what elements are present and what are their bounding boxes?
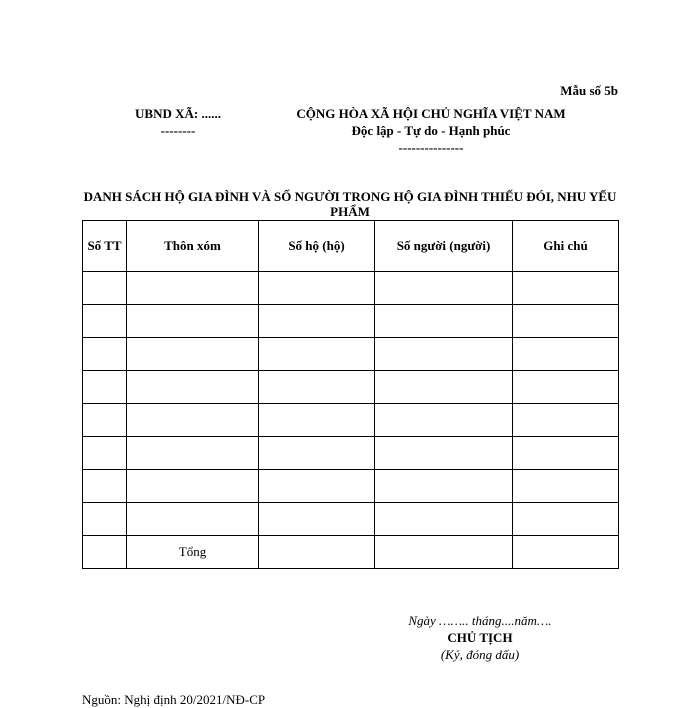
cell [259,536,375,569]
cell [83,437,127,470]
cell [375,404,513,437]
cell [259,305,375,338]
cell [83,536,127,569]
agency-name: UBND XÃ: ...... [135,106,221,121]
table-row [83,371,619,404]
cell [83,338,127,371]
cell [259,404,375,437]
col-header-people: Số người (người) [375,221,513,272]
signer-role: CHỦ TỊCH [447,630,513,645]
agency-header [118,105,238,139]
table-header-row [83,221,619,272]
nation-header [270,105,592,156]
cell [127,305,259,338]
cell [83,503,127,536]
signature-block [380,612,580,663]
cell [127,371,259,404]
cell [259,338,375,371]
col-header-no: Số TT [83,221,127,272]
cell [513,371,619,404]
col-header-village: Thôn xóm [127,221,259,272]
cell [259,503,375,536]
cell [259,371,375,404]
cell [375,536,513,569]
cell [83,305,127,338]
cell [127,437,259,470]
signature-note: (Ký, đóng dấu) [440,647,520,662]
cell [375,437,513,470]
cell [513,272,619,305]
cell [513,470,619,503]
cell [513,437,619,470]
cell [127,503,259,536]
cell [259,437,375,470]
cell [127,338,259,371]
motto: Độc lập - Tự do - Hạnh phúc [351,123,511,138]
document-title: DANH SÁCH HỘ GIA ĐÌNH VÀ SỐ NGƯỜI TRONG HỘ GIA ĐÌNH THIẾU ĐÓI, NHU YẾU PHẨM [83,189,617,219]
agency-rule: -------- [160,123,196,138]
cell [513,404,619,437]
cell [375,503,513,536]
cell [83,404,127,437]
cell [375,272,513,305]
cell [259,470,375,503]
cell [513,338,619,371]
total-label: Tổng [127,536,259,569]
table-row [83,272,619,305]
table-row [83,305,619,338]
cell [127,272,259,305]
table-row [83,338,619,371]
cell [513,536,619,569]
table-row [83,470,619,503]
cell [375,470,513,503]
source-note: Nguồn: Nghị định 20/2021/NĐ-CP [82,692,266,707]
cell [127,470,259,503]
table-row [83,437,619,470]
cell [83,470,127,503]
nation-name: CỘNG HÒA XÃ HỘI CHỦ NGHĨA VIỆT NAM [296,106,566,121]
cell [259,272,375,305]
cell [83,272,127,305]
cell [513,503,619,536]
cell [127,404,259,437]
household-table [82,220,619,569]
cell [375,338,513,371]
table-row [83,404,619,437]
motto-rule: --------------- [398,140,464,155]
col-header-households: Số hộ (hộ) [259,221,375,272]
cell [83,371,127,404]
date-line: Ngày …….. tháng....năm…. [408,613,552,628]
cell [375,305,513,338]
table-row [83,503,619,536]
col-header-notes: Ghi chú [513,221,619,272]
form-code: Mẫu số 5b [560,83,618,98]
cell [513,305,619,338]
total-row [83,536,619,569]
cell [375,371,513,404]
